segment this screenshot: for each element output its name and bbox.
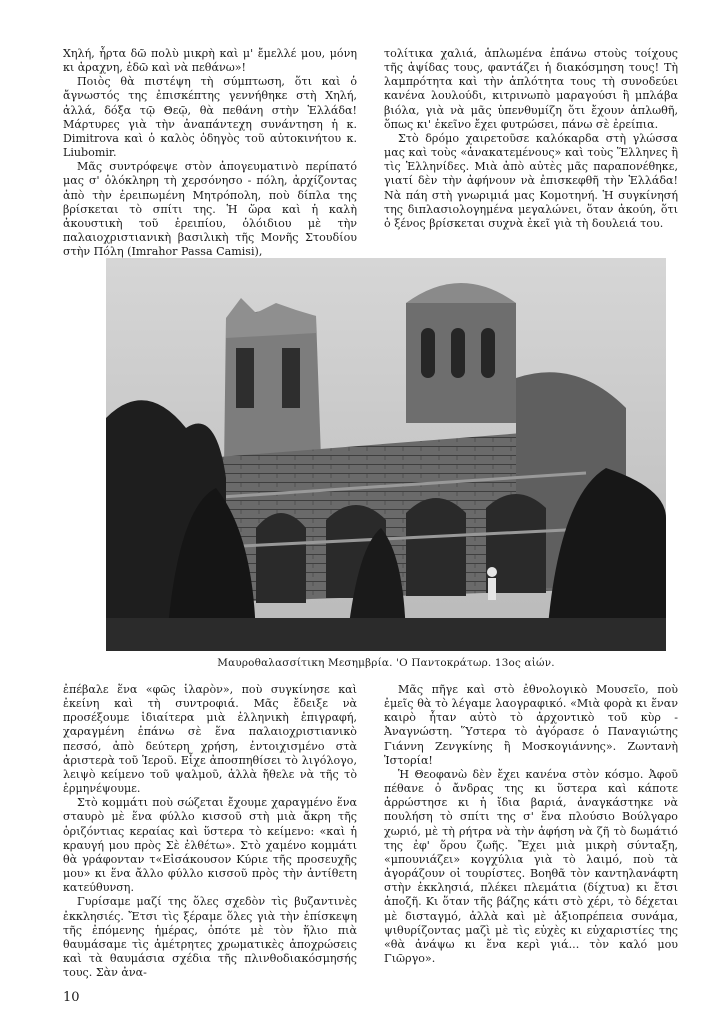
church-photograph	[106, 258, 666, 651]
article-column-top-left	[63, 47, 357, 259]
photo-caption: Μαυροθαλασσίτικη Μεσημβρία. 'Ο Παντοκράτωρ. 13ος αἰών.	[217, 657, 555, 669]
paragraph: Μᾶς πῆγε καὶ στὸ ἐθνολογικὸ Μουσεῖο, ποὺ ἐμεῖς θὰ τὸ λέγαμε λαογραφικό. «Μιὰ φορὰ κι ἕναν καιρὸ ἦταν αὐτὸ τὸ ἀρχοντικὸ τοῦ κὺρ - Ἀναγνώστη. Ὕστερα τὸ ἀγόρασε ὁ Παναγιώτης Γιάννη Ζενγκίνης ἢ Μοσκογιάννης». Ζωντανὴ Ἱστορία!	[384, 683, 678, 767]
page-number: 10	[63, 990, 80, 1005]
article-column-bottom-right	[384, 683, 678, 966]
paragraph: τολίτικα χαλιά, ἁπλωμένα ἐπάνω στοὺς τοίχους τῆς ἀψίδας τους, φαντάζει ἡ διακόσμηση τους! Τὴ λαμπρότητα καὶ τὴν ἁπλότητα τους τὴ συνοδεύει κανένα λουλούδι, κιτρινωπὸ μαραγούσι ἢ μπλάβα βιόλα, γιὰ νὰ μᾶς ὑπενθυμίζη ὅτι ἔχουν ἁπλωθῆ, ὅπως κι' ἐκεῖνο ἔχει φυτρώσει, πάνω σὲ ἐρείπια.	[384, 47, 678, 131]
article-column-top-right	[384, 47, 678, 231]
paragraph: Στὸ δρόμο χαιρετοῦσε καλόκαρδα στὴ γλώσσα μας καὶ τοὺς «ἀνακατεμένους» καὶ τοὺς Ἕλληνες ἢ τὶς Ἑλληνίδες. Μιὰ ἀπὸ αὐτὲς μᾶς παραπονέθηκε, γιατί δὲν τὴν ἀφήνουν νὰ ἐπισκεφθῆ τὴν Ἑλλάδα! Νὰ πάη στὴ γνωριμιά μας Κομοτηνή. Ἡ συγκίνησή της διπλασιολογημένα μεγαλώνει, ὅταν ἀκούη, ὅτι ὁ ξένος βρίσκεται συχνὰ ἐκεῖ γιὰ τὴ δουλειά του.	[384, 131, 678, 230]
paragraph: Ποιὸς θὰ πιστέψη τὴ σύμπτωση, ὅτι καὶ ὁ ἄγνωστός της ἐπισκέπτης γεννήθηκε στὴ Χηλή, ἀλλά, δόξα τῷ Θεῷ, θὰ πεθάνη στὴν Ἑλλάδα! Μάρτυρες γιὰ τὴν ἀναπάντεχη συνάντηση ἡ κ. Dimitrova καὶ ὁ καλὸς ὁδηγὸς τοῦ αὐτοκινήτου κ. Liubomir.	[63, 75, 357, 160]
paragraph: Γυρίσαμε μαζί της ὅλες σχεδὸν τὶς βυζαντινὲς ἐκκλησιές. Ἔτσι τὶς ξέραμε ὅλες γιὰ τὴν ἐπίσκεψη τῆς ἐπόμενης ἡμέρας, ὁπότε μὲ τὸν ἥλιο πιὰ θαυμάσαμε τὶς ἀμέτρητες χρωματικὲς ἀποχρώσεις καὶ τὰ θαυμάσια σχέδια τῆς πλινθοδιακόσμησής τους. Σὰν ἀνα-	[63, 895, 357, 980]
paragraph: Στὸ κομμάτι ποὺ σώζεται ἔχουμε χαραγμένο ἕνα σταυρὸ μὲ ἕνα φύλλο κισσοῦ στὴ μιὰ ἄκρη τῆς ὁριζόντιας κεραίας καὶ ὕστερα τὸ κείμενο: «καὶ ἡ κραυγή μου πρὸς Σὲ ἐλθέτω». Στὸ χαμένο κομμάτι θὰ γράφονταν τ«Εἰσάκουσον Κύριε τῆς προσευχῆς μου» κι ἕνα ἄλλο φύλλο κισσοῦ πρὸς τὴν ἀντίθετη κατεύθυνση.	[63, 796, 357, 895]
church-illustration	[106, 258, 666, 651]
paragraph: ἐπέβαλε ἕνα «φῶς ἱλαρὸν», ποὺ συγκίνησε καὶ ἐκείνη καὶ τὴ συντροφιά. Μᾶς ἔδειξε νὰ προσέξουμε ἰδιαίτερα μιὰ ἑλληνικὴ ἐπιγραφή, χαραγμένη ἐπάνω σὲ ἕνα παλαιοχριστιανικὸ πεσσό, ἀπὸ δεύτερη χρήση, ἐντοιχισμένο στὰ ἀριστερὰ τοῦ Ἱεροῦ. Εἶχε ἀποσπηθίσει τὸ λιγόλογο, λειψὸ κείμενο τοῦ ψαλμοῦ, ἀλλὰ ἤθελε νὰ τῆς τὸ ἑρμηνέψουμε.	[63, 683, 357, 796]
paragraph: Μᾶς συντρόφεψε στὸν ἀπογευματινὸ περίπατό μας σ' ὁλόκληρη τὴ χερσόνησο - πόλη, ἀρχίζοντας ἀπὸ τὴν ἐρειπωμένη Μητρόπολη, ποὺ δίπλα της βρίσκεται τὸ σπίτι της. Ἡ ὥρα καὶ ἡ καλὴ ἀκουστικὴ τοῦ ἐρειπίου, ὁλόιδιου μὲ τὴν παλαιοχριστιανικὴ βασιλικὴ τῆς Μονῆς Στουδίου στὴν Πόλη (Imrahor Passa Camisi),	[63, 160, 357, 259]
paragraph: Χηλή, ἦρτα δῶ πολὺ μικρὴ καὶ μ' ἔμελλέ μου, μόνη κι ἀραχνη, ἐδῶ καὶ νὰ πεθάνω»!	[63, 47, 357, 75]
paragraph: Ἡ Θεοφανὼ δὲν ἔχει κανένα στὸν κόσμο. Ἀφοῦ πέθανε ὁ ἄνδρας της κι ὕστερα καὶ κάποτε ἀρρώστησε κι ἡ ἴδια βαριά, ἀναγκάστηκε νὰ πουλήση τὸ σπίτι της σ' ἕνα πλούσιο Βούλγαρο χωριό, μὲ τὴ ρήτρα νὰ τὴν ἀφήση νὰ ζῆ τὸ δωμάτιό της ἐφ' ὅρου ζωῆς. Ἔχει μιὰ μικρὴ σύνταξη, «μπουνιάζει» κογχύλια γιὰ τὸ λαιμό, ποὺ τὰ ἀγοράζουν οἱ τουρίστες. Βοηθᾶ τὸν καντηλανάφτη στὴν ἐκκλησιά, πλέκει πλεμάτια (δίχτυα) κι ἔτσι ἀποζῆ. Κι ὅταν τῆς βάζης κάτι στὸ χέρι, τὸ δέχεται μὲ δισταγμό, ἀλλὰ καὶ μὲ ἀξιοπρέπεια συνάμα, ψιθυρίζοντας μαζὶ μὲ τὶς εὐχὲς κι εὐχαριστίες της «θὰ ἀνάψω κι ἕνα κερὶ γιά... τὸν καλό μου Γιῶργο».	[384, 767, 678, 965]
article-column-bottom-left	[63, 683, 357, 980]
